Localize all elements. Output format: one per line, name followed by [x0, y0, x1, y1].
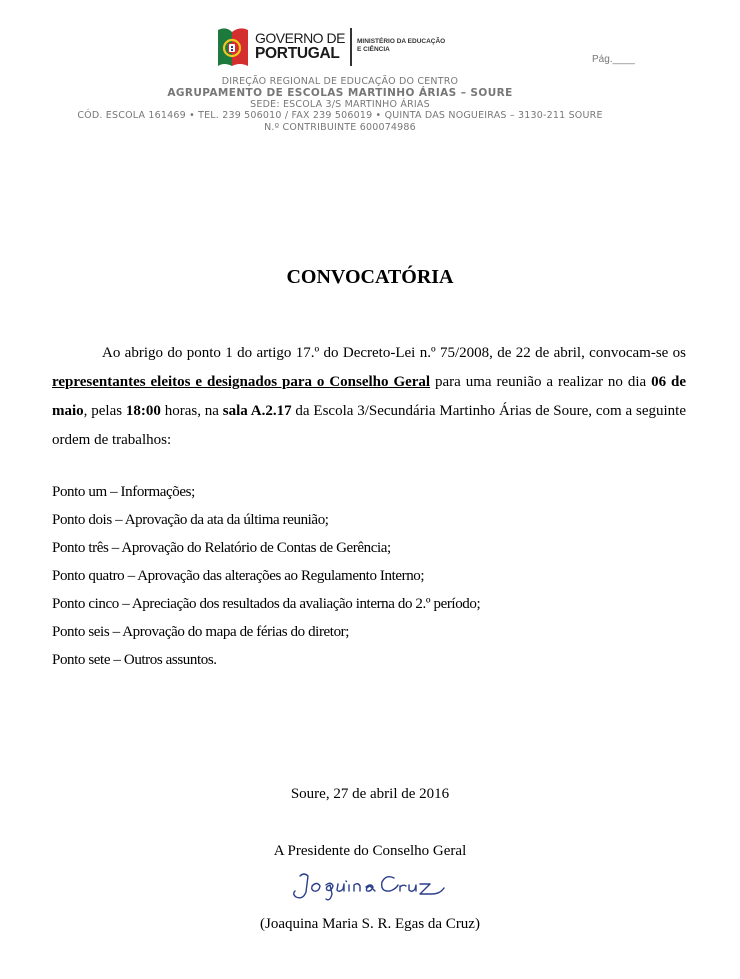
handwritten-signature — [286, 866, 456, 906]
agenda-item: Ponto três – Aprovação do Relatório de Contas de Gerência; — [52, 540, 391, 556]
agenda-item: Ponto um – Informações; — [52, 484, 195, 500]
portugal-emblem-icon — [216, 26, 250, 68]
agenda-item: Ponto seis – Aprovação do mapa de férias do diretor; — [52, 624, 350, 640]
header-line-contacts: CÓD. ESCOLA 161469 • TEL. 239 506010 / FAX 239 506019 • QUINTA DAS NOGUEIRAS – 3130-211 SOURE — [77, 110, 603, 121]
logo-text-governo-de: GOVERNO DE — [255, 30, 345, 46]
place-and-date: Soure, 27 de abril de 2016 — [290, 786, 450, 802]
agenda-item: Ponto quatro – Aprovação das alterações ao Regulamento Interno; — [52, 568, 425, 584]
document-title: CONVOCATÓRIA — [286, 266, 454, 288]
signatory-role: A Presidente do Conselho Geral — [273, 843, 467, 859]
agenda-item: Ponto sete – Outros assuntos. — [52, 652, 217, 668]
header-line-tax-number: N.º CONTRIBUINTE 600074986 — [264, 121, 416, 133]
logo-divider — [350, 28, 352, 66]
agenda-item: Ponto cinco – Apreciação dos resultados da avaliação interna do 2.º período; — [52, 596, 481, 612]
meeting-time: 18:00 — [125, 403, 161, 419]
logo-text-portugal: PORTUGAL — [255, 45, 340, 62]
governo-de-portugal-logo — [216, 26, 456, 68]
school-header — [0, 76, 680, 133]
ministry-name: MINISTÉRIO DA EDUCAÇÃO E CIÊNCIA — [357, 38, 446, 54]
header-line-seat: SEDE: ESCOLA 3/S MARTINHO ÁRIAS — [250, 98, 430, 110]
agenda-item: Ponto dois – Aprovação da ata da última reunião; — [52, 512, 329, 528]
signatory-name: (Joaquina Maria S. R. Egas da Cruz) — [260, 916, 480, 932]
meeting-date: 06 de maio — [52, 374, 687, 419]
header-line-school-group: AGRUPAMENTO DE ESCOLAS MARTINHO ÁRIAS – SOURE — [167, 86, 513, 99]
page-number-field: Pág.____ — [592, 54, 635, 65]
meeting-room: sala A.2.17 — [222, 403, 292, 419]
agenda-list — [52, 478, 480, 674]
addressees: representantes eleitos e designados para o Conselho Geral — [52, 374, 431, 390]
header-line-direction: DIREÇÃO REGIONAL DE EDUCAÇÃO DO CENTRO — [221, 76, 459, 87]
convocation-paragraph: Ao abrigo do ponto 1 do artigo 17.º do Decreto-Lei n.º 75/2008, de 22 de abril, convocam-se os representantes eleitos e designados para o Conselho Geral para uma reunião a realizar no dia 06 de maio, pelas 18:00 horas, na sala A.2.17 da Escola 3/Secundária Martinho Árias de Soure, com a seguinte ordem de trabalhos: — [52, 345, 687, 448]
